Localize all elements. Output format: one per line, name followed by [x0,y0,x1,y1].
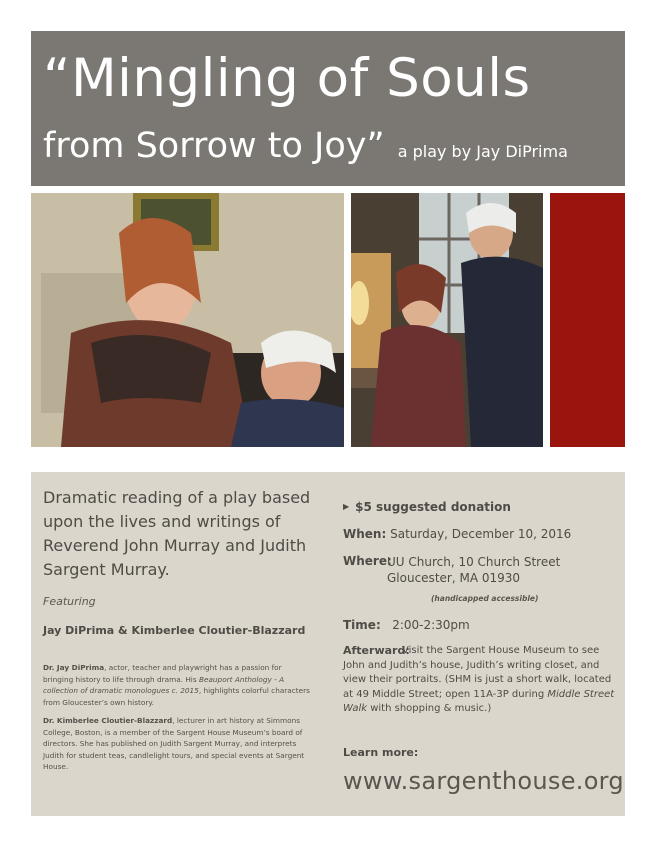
photo-writing-scene-illustration [351,193,543,447]
time-row [343,618,470,632]
triangle-right-icon: ▶ [343,502,350,511]
where-label: Where: [343,554,392,568]
photo-actors-portrait [31,193,344,447]
when-value: Saturday, December 10, 2016 [390,527,572,541]
afterward-text [343,644,618,717]
title-banner [31,31,625,186]
byline: a play by Jay DiPrima [397,142,568,161]
website-url: www.sargenthouse.org [343,767,624,795]
bio-kimberlee [43,715,313,773]
photo-actors-portrait-illustration [31,193,344,447]
bio-kim-name: Dr. Kimberlee Cloutier-Blazzard [43,716,173,725]
bio-jay-name: Dr. Jay DiPrima [43,663,105,672]
performers-names: Jay DiPrima & Kimberlee Cloutier-Blazzard [43,624,306,637]
bio-kim-text: , lecturer in art history at Simmons College, Boston, is a member of the Sargent House Museum’s board of directors. She has published on Judith Sargent Murray, and interprets Judith for student teas, candlelight tours, and special events at Sargent House. [43,716,305,771]
where-line-2: Gloucester, MA 01930 [387,571,521,585]
bio-jay-text-2: , highlights colorful characters from Gloucester’s own history. [43,686,310,707]
title-line-1: “Mingling of Souls [43,48,531,109]
donation-text: $5 suggested donation [355,500,511,514]
event-info-panel [31,472,625,816]
accent-red-bar [550,193,625,447]
afterward-label: Afterward: [343,644,410,657]
title-line-2: from Sorrow to Joy” [43,126,385,166]
bio-jay-text-1: , actor, teacher and playwright has a passion for bringing history to life through drama. His [43,663,282,684]
afterward-text-1: Visit the Sargent House Museum to see John and Judith’s house, Judith’s writing closet, and view their portraits. (SHM is just a short walk, located at 49 Middle Street; open 11A-3P during [343,645,612,700]
time-label: Time: [343,618,381,632]
where-line-1: UU Church, 10 Church Street [387,555,561,569]
featuring-label: Featuring [43,595,96,608]
when-row [343,527,571,541]
photo-writing-scene [351,193,543,447]
time-value: 2:00-2:30pm [392,618,470,632]
title-line-2-row [43,124,568,168]
where-address [387,554,560,586]
when-label: When: [343,527,387,541]
play-description: Dramatic reading of a play based upon the lives and writings of Reverend John Murray and Judith Sargent Murray. [43,488,311,579]
where-row [343,554,561,585]
donation-line [343,500,511,514]
afterward-text-2: with shopping & music.) [367,703,492,714]
learn-more-label: Learn more: [343,746,419,759]
bio-jay-book: Beauport Anthology - A collection of dramatic monologues c. 2015 [43,674,285,695]
accessibility-note: (handicapped accessible) [431,594,539,603]
bio-jay-diprima [43,662,313,708]
afterward-italic: Middle Street Walk [343,688,615,714]
